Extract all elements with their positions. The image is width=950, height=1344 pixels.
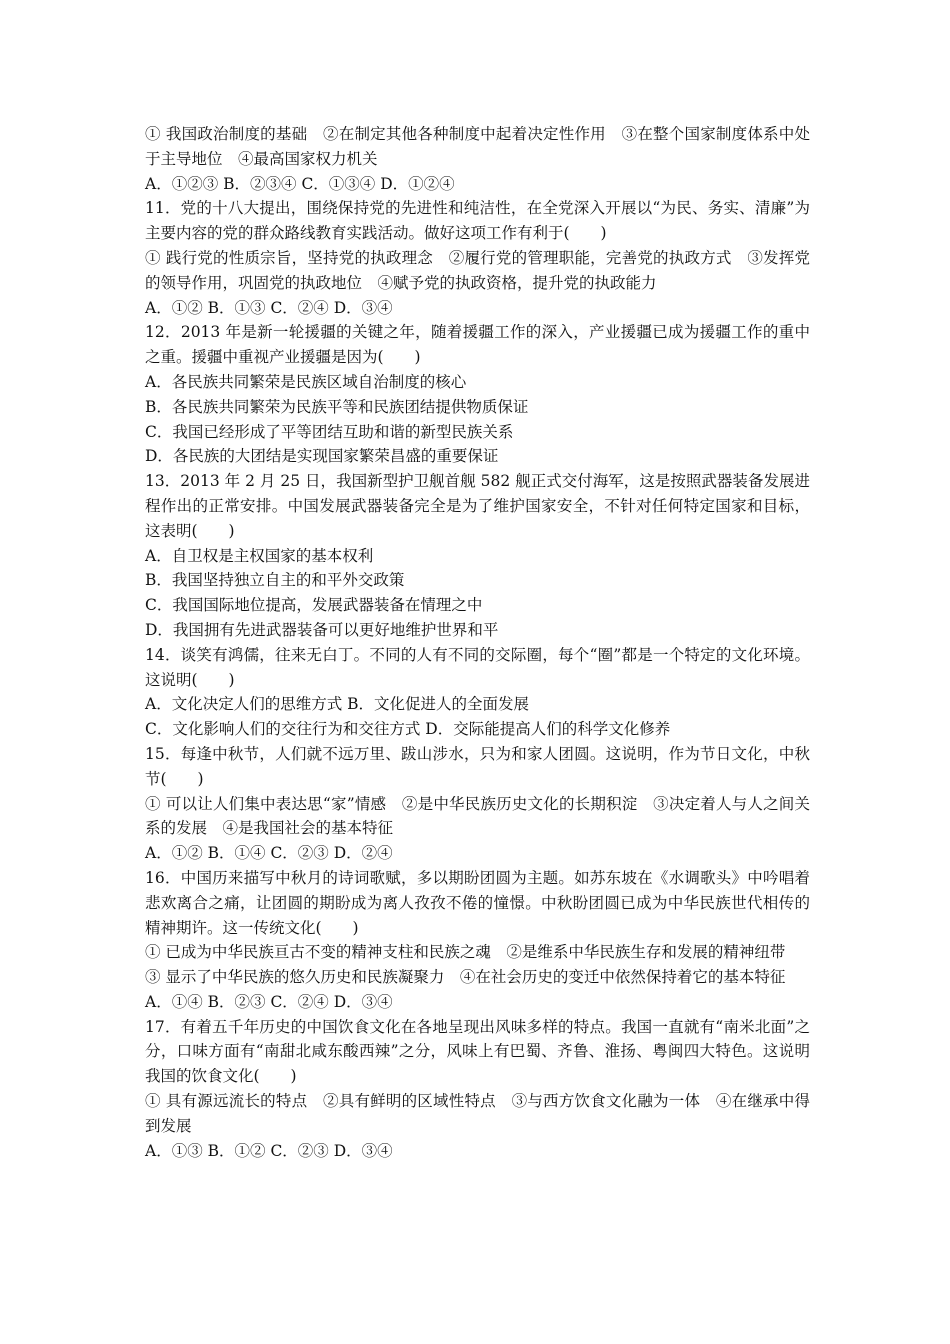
q14-options-ab: A．文化决定人们的思维方式 B．文化促进人的全面发展 [145,695,530,714]
q11-options-statements: ① 践行党的性质宗旨，坚持党的执政理念 ②履行党的管理职能，完善党的执政方式 ③发挥党的领导作用，巩固党的执政地位 ④赋予党的执政资格，提升党的执政能力 [145,248,810,292]
q14-stem: 14．谈笑有鸿儒，往来无白丁。不同的人有不同的交际圈，每个“圈”都是一个特定的文化环境。这说明( ) [145,645,810,689]
q12-option-a: A．各民族共同繁荣是民族区域自治制度的核心 [145,372,467,391]
q17-stem: 17．有着五千年历史的中国饮食文化在各地呈现出风味多样的特点。我国一直就有“南米北面”之分，口味方面有“南甜北咸东酸西辣”之分，风味上有巴蜀、齐鲁、淮扬、粤闽四大特色。这说明我国的饮食文化( ) [145,1017,810,1086]
q17-options-statements: ① 具有源远流长的特点 ②具有鲜明的区域性特点 ③与西方饮食文化融为一体 ④在继承中得到发展 [145,1092,810,1135]
q13-option-b: B．我国坚持独立自主的和平外交政策 [145,571,405,590]
q10-answer-choices: A．①②③ B．②③④ C．①③④ D．①②④ [145,174,455,193]
q16-answer-choices: A．①④ B．②③ C．②④ D．③④ [145,992,393,1011]
q12-stem: 12．2013 年是新一轮援疆的关键之年，随着援疆工作的深入，产业援疆已成为援疆工作的重中之重。援疆中重视产业援疆是因为( ) [145,323,810,367]
q14-options-cd: C．文化影响人们的交往行为和交往方式 D．交际能提高人们的科学文化修养 [145,720,671,739]
q13-option-c: C．我国国际地位提高，发展武器装备在情理之中 [145,596,483,615]
q16-options-statements-12: ① 已成为中华民族亘古不变的精神支柱和民族之魂 ②是维系中华民族生存和发展的精神纽带 [145,943,786,962]
q16-stem: 16．中国历来描写中秋月的诗词歌赋，多以期盼团圆为主题。如苏东坡在《水调歌头》中吟唱着悲欢离合之痛，让团圆的期盼成为离人孜孜不倦的憧憬。中秋盼团圆已成为中华民族世代相传的精神期许。这一传统文化( ) [145,868,810,937]
q12-option-d: D．各民族的大团结是实现国家繁荣昌盛的重要保证 [145,447,499,466]
q15-stem: 15．每逢中秋节，人们就不远万里、跋山涉水，只为和家人团圆。这说明，作为节日文化，中秋节( ) [145,744,810,788]
q13-option-a: A．自卫权是主权国家的基本权利 [145,546,374,565]
q16-options-statements-34: ③ 显示了中华民族的悠久历史和民族凝聚力 ④在社会历史的变迁中依然保持着它的基本特征 [145,968,786,987]
q11-answer-choices: A．①② B．①③ C．②④ D．③④ [145,298,393,317]
q11-stem: 11．党的十八大提出，围绕保持党的先进性和纯洁性，在全党深入开展以“为民、务实、清廉”为主要内容的党的群众路线教育实践活动。做好这项工作有利于( ) [145,199,810,243]
q15-options-statements: ① 可以让人们集中表达思“家”情感 ②是中华民族历史文化的长期积淀 ③决定着人与人之间关系的发展 ④是我国社会的基本特征 [145,794,810,838]
q17-answer-choices: A．①③ B．①② C．②③ D．③④ [145,1141,393,1160]
q12-option-c: C．我国已经形成了平等团结互助和谐的新型民族关系 [145,422,514,441]
q13-option-d: D．我国拥有先进武器装备可以更好地维护世界和平 [145,620,499,639]
q13-stem: 13．2013 年 2 月 25 日，我国新型护卫舰首舰 582 舰正式交付海军，这是按照武器装备发展进程作出的正常安排。中国发展武器装备完全是为了维护国家安全，不针对任何特定国家和目标，这表明( ) [145,472,810,540]
q10-options-statements: ① 我国政治制度的基础 ②在制定其他各种制度中起着决定性作用 ③在整个国家制度体系中处于主导地位 ④最高国家权力机关 [145,125,810,168]
document-page [145,122,810,1163]
q15-answer-choices: A．①② B．①④ C．②③ D．②④ [145,844,393,863]
q12-option-b: B．各民族共同繁荣为民族平等和民族团结提供物质保证 [145,397,529,416]
